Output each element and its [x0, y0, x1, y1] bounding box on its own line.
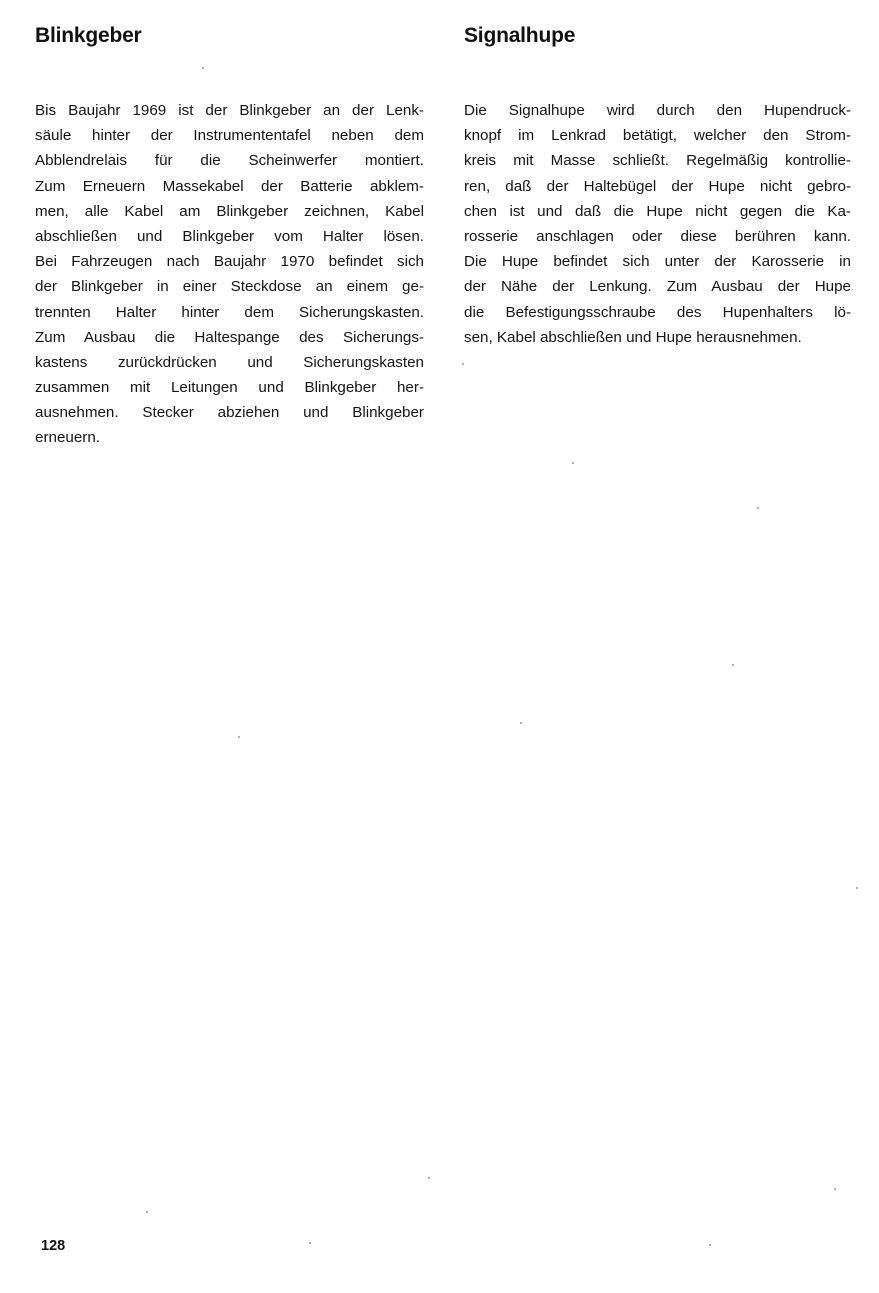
section-title-signalhupe: Signalhupe [464, 24, 576, 47]
scan-speck [856, 887, 858, 889]
scan-speck [572, 462, 574, 464]
text-line: der Nähe der Lenkung. Zum Ausbau der Hupe [464, 278, 851, 296]
scan-speck [462, 363, 464, 365]
text-line: kastens zurückdrücken und Sicherungskasten [35, 353, 424, 371]
text-line: sen, Kabel abschließen und Hupe herausnehmen. [464, 328, 802, 346]
page-number: 128 [41, 1238, 66, 1254]
text-line: der Blinkgeber in einer Steckdose an einem ge- [35, 278, 424, 296]
text-line: rosserie anschlagen oder diese berühren kann. [464, 227, 851, 245]
text-line: Die Hupe befindet sich unter der Karosserie in [464, 253, 851, 271]
text-line: Zum Erneuern Massekabel der Batterie abklem- [35, 177, 424, 195]
scan-speck [520, 722, 522, 724]
scan-speck [238, 736, 240, 738]
text-line: men, alle Kabel am Blinkgeber zeichnen, Kabel [35, 202, 424, 220]
section-title-blinkgeber: Blinkgeber [35, 24, 142, 47]
scan-speck [732, 664, 734, 666]
scan-speck [709, 1244, 711, 1246]
scan-speck [428, 1177, 430, 1179]
body-text-blinkgeber [35, 98, 424, 451]
scan-speck [834, 1188, 836, 1190]
text-line: Zum Ausbau die Haltespange des Sicherungs- [35, 328, 424, 346]
text-line: chen ist und daß die Hupe nicht gegen die Ka- [464, 202, 851, 220]
text-line: ausnehmen. Stecker abziehen und Blinkgeber [35, 404, 424, 422]
scan-speck [202, 67, 204, 69]
text-line: zusammen mit Leitungen und Blinkgeber her- [35, 379, 424, 397]
text-line: Die Signalhupe wird durch den Hupendruck- [464, 102, 851, 119]
scan-speck [309, 1242, 311, 1244]
section-blinkgeber [35, 20, 424, 451]
text-line: säule hinter der Instrumententafel neben dem [35, 127, 424, 145]
text-line: kreis mit Masse schließt. Regelmäßig kontrollie- [464, 152, 851, 170]
text-line: Bis Baujahr 1969 ist der Blinkgeber an der Lenk- [35, 102, 424, 119]
section-signalhupe [464, 20, 851, 350]
text-line: Bei Fahrzeugen nach Baujahr 1970 befindet sich [35, 253, 424, 271]
scan-speck [757, 507, 759, 509]
text-line: abschließen und Blinkgeber vom Halter lösen. [35, 227, 424, 245]
text-line: knopf im Lenkrad betätigt, welcher den Strom- [464, 127, 851, 145]
text-line: ren, daß der Haltebügel der Hupe nicht gebro- [464, 177, 851, 195]
text-line: erneuern. [35, 429, 101, 447]
body-text-signalhupe [464, 98, 851, 350]
scan-speck [146, 1211, 148, 1213]
text-line: Abblendrelais für die Scheinwerfer montiert. [35, 152, 424, 170]
text-line: die Befestigungsschraube des Hupenhalters lö- [464, 303, 851, 321]
text-line: trennten Halter hinter dem Sicherungskasten. [35, 303, 424, 321]
